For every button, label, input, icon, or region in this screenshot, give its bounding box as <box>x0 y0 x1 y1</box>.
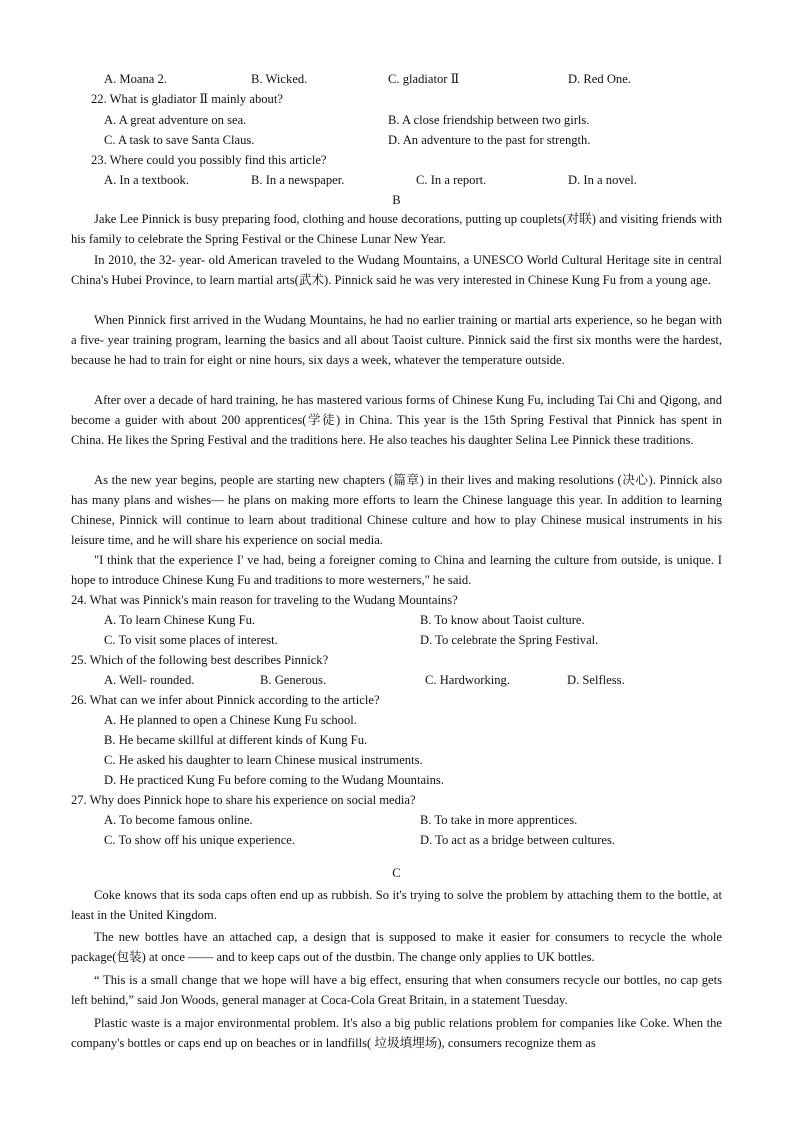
q24-option-a: A. To learn Chinese Kung Fu. <box>104 613 256 627</box>
q21-option-b: B. Wicked. <box>251 72 308 86</box>
section-b-paragraph-3: When Pinnick first arrived in the Wudang Mountains, he had no earlier training or martial arts experience, so he began with a five- year training program, learning the basics and all about Taoist culture. Pinnick said the first six months were the hardest, because he had to train for eight or nine hours, six days a week, whatever the temperature outside. <box>71 313 722 368</box>
q26-stem: 26. What can we infer about Pinnick according to the article? <box>71 693 380 707</box>
q25-option-b: B. Generous. <box>260 673 327 687</box>
section-c-paragraph-3: “ This is a small change that we hope will have a big effect, ensuring that when consumers recycle our bottles, no cap gets left behind,” said Jon Woods, general manager at Coca-Cola Great Britain, in a statement Tuesday. <box>71 973 722 1008</box>
section-b-label: B <box>392 193 401 207</box>
q23-option-c: C. In a report. <box>416 173 487 187</box>
q23-option-d: D. In a novel. <box>568 173 637 187</box>
section-b-paragraph-2: In 2010, the 32- year- old American traveled to the Wudang Mountains, a UNESCO World Cultural Heritage site in central China's Hubei Province, to learn martial arts(武术). Pinnick said he was very interested in Chinese Kung Fu from a young age. <box>71 253 722 288</box>
q22-option-d: D. An adventure to the past for strength. <box>388 133 591 147</box>
q24-option-d: D. To celebrate the Spring Festival. <box>420 633 599 647</box>
q23-option-a: A. In a textbook. <box>104 173 189 187</box>
section-b-paragraph-5: As the new year begins, people are starting new chapters (篇章) in their lives and making resolutions (决心). Pinnick also has many plans and wishes— he plans on making more efforts to learn the Chinese language this year. In addition to learning Chinese, Pinnick will continue to learn about traditional Chinese culture and how to play Chinese musical instruments in his leisure time, and he will share his experience on social media. <box>71 473 722 548</box>
q21-option-d: D. Red One. <box>568 72 631 86</box>
q22-option-a: A. A great adventure on sea. <box>104 113 247 127</box>
q24-stem: 24. What was Pinnick's main reason for traveling to the Wudang Mountains? <box>71 593 458 607</box>
q22-option-c: C. A task to save Santa Claus. <box>104 133 255 147</box>
section-c-label: C <box>392 866 401 880</box>
q26-option-b: B. He became skillful at different kinds of Kung Fu. <box>104 733 368 747</box>
q26-option-c: C. He asked his daughter to learn Chinese musical instruments. <box>104 753 423 767</box>
q26-option-a: A. He planned to open a Chinese Kung Fu school. <box>104 713 357 727</box>
q23-stem: 23. Where could you possibly find this article? <box>91 153 327 167</box>
q27-stem: 27. Why does Pinnick hope to share his experience on social media? <box>71 793 416 807</box>
q27-option-a: A. To become famous online. <box>104 813 253 827</box>
q25-stem: 25. Which of the following best describes Pinnick? <box>71 653 329 667</box>
q22-option-b: B. A close friendship between two girls. <box>388 113 590 127</box>
section-b-paragraph-4: After over a decade of hard training, he has mastered various forms of Chinese Kung Fu, including Tai Chi and Qigong, and become a guider with about 200 apprentices(学徒) in China. This year is the 15th Spring Festival that Pinnick has spent in China. He likes the Spring Festival and the traditions here. He also teaches his daughter Selina Lee Pinnick these traditions. <box>71 393 722 448</box>
q24-option-c: C. To visit some places of interest. <box>104 633 278 647</box>
q26-option-d: D. He practiced Kung Fu before coming to the Wudang Mountains. <box>104 773 444 787</box>
section-b-paragraph-1: Jake Lee Pinnick is busy preparing food, clothing and house decorations, putting up couplets(对联) and visiting friends with his family to celebrate the Spring Festival or the Chinese Lunar New Year. <box>71 212 722 247</box>
section-c-paragraph-2: The new bottles have an attached cap, a design that is supposed to make it easier for consumers to recycle the whole package(包装) at once —— and to keep caps out of the dustbin. The change only applies to UK bottles. <box>71 930 722 965</box>
q27-option-b: B. To take in more apprentices. <box>420 813 578 827</box>
q27-option-c: C. To show off his unique experience. <box>104 833 296 847</box>
section-c-paragraph-4: Plastic waste is a major environmental problem. It's also a big public relations problem for companies like Coke. When the company's bottles or caps end up on beaches or in landfills( 垃圾填埋场), consumers recognize them as <box>71 1016 722 1051</box>
section-b-paragraph-6: "I think that the experience I' ve had, being a foreigner coming to China and learning the culture from outside, is unique. I hope to introduce Chinese Kung Fu and traditions to more westerners," he said. <box>71 553 722 588</box>
q25-option-c: C. Hardworking. <box>425 673 510 687</box>
section-c-paragraph-1: Coke knows that its soda caps often end up as rubbish. So it's trying to solve the problem by attaching them to the bottle, at least in the United Kingdom. <box>71 888 722 923</box>
q21-option-a: A. Moana 2. <box>104 72 167 86</box>
q27-option-d: D. To act as a bridge between cultures. <box>420 833 616 847</box>
q23-option-b: B. In a newspaper. <box>251 173 345 187</box>
q25-option-d: D. Selfless. <box>567 673 625 687</box>
q21-option-c: C. gladiator Ⅱ <box>388 72 460 86</box>
q22-stem: 22. What is gladiator Ⅱ mainly about? <box>91 92 283 106</box>
q25-option-a: A. Well- rounded. <box>104 673 195 687</box>
q24-option-b: B. To know about Taoist culture. <box>420 613 585 627</box>
